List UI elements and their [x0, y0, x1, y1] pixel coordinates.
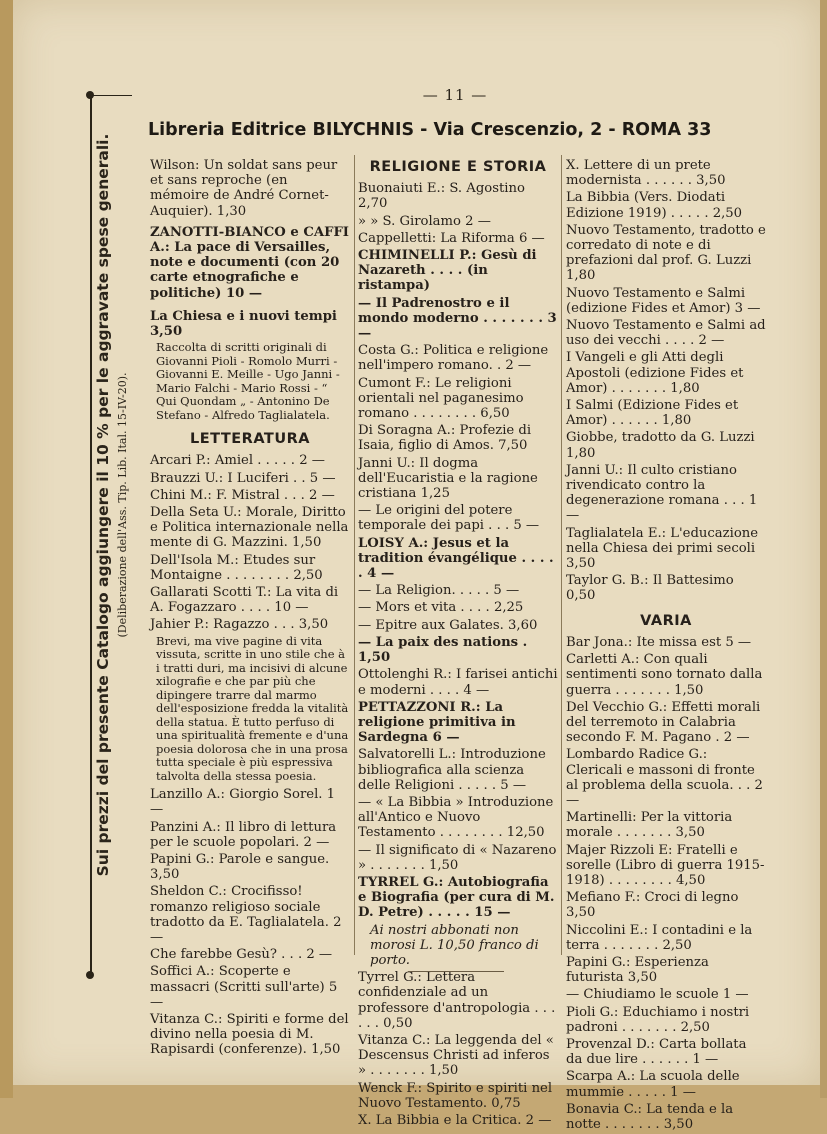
catalog-entry: Carletti A.: Con quali sentimenti sono tornato dalla guerra . . . . . . . 1,50: [566, 652, 763, 698]
page-edge-right: [820, 0, 827, 1098]
column-1: [150, 158, 350, 1060]
catalog-entry: Sheldon C.: Crocifisso! romanzo religioso sociale tradotto da E. Taglialatela. 2 —: [150, 884, 342, 945]
catalog-entry: Giobbe, tradotto da G. Luzzi 1,80: [566, 430, 755, 461]
catalog-entry: PETTAZZONI R.: La religione primitiva in Sardegna 6 —: [358, 699, 516, 746]
catalog-entry: Lombardo Radice G.: Clericali e massoni di fronte al problema della scuola. . . 2 —: [566, 747, 763, 808]
bottom-rule: [408, 971, 504, 972]
entry-description: Raccolta di scritti originali di Giovanni Pioli - Romolo Murri - Giovanni E. Meille - Ugo Janni - Mario Falchi - Mario Rossi - “ Qui Quondam „ - Antonino De Stefano - Alfredo Taglialatela.: [156, 340, 340, 422]
catalog-entry: » » S. Girolamo 2 —: [358, 213, 491, 229]
catalog-entry: Gallarati Scotti T.: La vita di A. Fogazzaro . . . . 10 —: [150, 585, 339, 616]
catalog-entry: Pioli G.: Educhiamo i nostri padroni . . . . . . . 2,50: [566, 1004, 750, 1035]
catalog-entry: Nuovo Testamento e Salmi (edizione Fides et Amor) 3 —: [566, 285, 761, 316]
catalog-entry: — Epitre aux Galates. 3,60: [358, 617, 538, 633]
catalog-entry: La Bibbia (Vers. Diodati Edizione 1919) . . . . . 2,50: [566, 190, 743, 221]
catalog-entry-chiesa: La Chiesa e i nuovi tempi 3,50: [150, 308, 337, 340]
catalog-entry: Nuovo Testamento e Salmi ad uso dei vecchi . . . . 2 —: [566, 318, 766, 349]
column-divider-1: [354, 155, 355, 955]
catalog-entry: Niccolini E.: I contadini e la terra . . . . . . . 2,50: [566, 922, 753, 953]
side-vertical-rule: [90, 95, 92, 975]
catalog-entry: TYRREL G.: Autobiografia e Biografia (per cura di M. D. Petre) . . . . . 15 —: [358, 874, 555, 921]
catalog-entry: Buonaiuti E.: S. Agostino 2,70: [358, 181, 525, 212]
catalog-entry: — La Religion. . . . . 5 —: [358, 583, 520, 599]
catalog-entry: X. Lettere di un prete modernista . . . . . . 3,50: [566, 158, 726, 189]
column-divider-2: [561, 155, 562, 955]
page-number: — 11 —: [422, 86, 488, 104]
catalog-entry: — Chiudiamo le scuole 1 —: [566, 987, 749, 1003]
catalog-entry: Tyrrel G.: Lettera confidenziale ad un professore d'antropologia . . . . . . 0,50: [358, 970, 556, 1031]
section-title-religione: RELIGIONE E STORIA: [369, 159, 547, 175]
catalog-entry: Majer Rizzoli E: Fratelli e sorelle (Libro di guerra 1915-1918) . . . . . . . . 4,50: [566, 842, 765, 888]
catalog-entry: Papini G.: Parole e sangue. 3,50: [150, 851, 330, 883]
catalog-entry: Taylor G. B.: Il Battesimo 0,50: [566, 573, 734, 604]
catalog-entry: Vitanza C.: Spiriti e forme del divino nella poesia di M. Rapisardi (conferenze). 1,50: [150, 1012, 349, 1058]
catalog-entry: I Vangeli e gli Atti degli Apostoli (edizione Fides et Amor) . . . . . . . 1,80: [566, 350, 744, 396]
catalog-entry: Salvatorelli L.: Introduzione bibliografica alla scienza delle Religioni . . . . . 5 —: [358, 747, 546, 793]
catalog-entry: Della Seta U.: Morale, Diritto e Politica internazionale nella mente di G. Mazzini. 1,50: [150, 505, 349, 551]
page-edge-left: [0, 0, 13, 1098]
catalog-entry: — Il significato di « Nazareno » . . . . . . . 1,50: [358, 842, 557, 873]
catalog-entry: Jahier P.: Ragazzo . . . 3,50: [150, 617, 329, 633]
column-3: [566, 158, 766, 1134]
page-header: Libreria Editrice BILYCHNIS - Via Crescenzio, 2 - ROMA 33: [148, 120, 712, 140]
catalog-entry: Di Soragna A.: Profezie di Isaia, figlio di Amos. 7,50: [358, 423, 532, 454]
catalog-entry: Lanzillo A.: Giorgio Sorel. 1 —: [150, 787, 336, 818]
side-notice-sub: (Deliberazione dell'Ass. Tip. Lib. Ital. 15-IV-20).: [116, 372, 129, 638]
catalog-entry-zanotti: ZANOTTI-BIANCO e CAFFI A.: La pace di Versailles, note e documenti (con 20 carte etnografiche e politiche) 10 —: [150, 224, 349, 301]
section-title-letteratura: LETTERATURA: [190, 431, 310, 448]
entry-description: Brevi, ma vive pagine di vita vissuta, scritte in uno stile che à i tratti duri, ma incisivi di alcune xilografie e che par più che dipingere trarre dal marmo dell'esposizione fredda la vitalità della statua. È tutto perfuso di una spiritualità fremente e d'una poesia dolorosa che in una prosa tutta speciale è più espressiva talvolta della stessa poesia.: [156, 633, 349, 783]
catalog-entry: Martinelli: Per la vittoria morale . . . . . . . 3,50: [566, 810, 733, 841]
catalog-entry: Janni U.: Il dogma dell'Eucaristia e la ragione cristiana 1,25: [358, 455, 538, 502]
catalog-entry: Chini M.: F. Mistral . . . 2 —: [150, 487, 335, 503]
catalog-entry: Bonavia C.: La tenda e la notte . . . . . . . 3,50: [566, 1101, 734, 1132]
catalog-entry: Cappelletti: La Riforma 6 —: [358, 230, 545, 246]
catalog-entry: Taglialatela E.: L'educazione nella Chiesa dei primi secoli 3,50: [566, 525, 759, 572]
catalog-entry: LOISY A.: Jesus et la tradition évangélique . . . . . 4 —: [358, 535, 554, 582]
catalog-entry: Papini G.: Esperienza futurista 3,50: [566, 954, 709, 986]
catalog-entry: Costa G.: Politica e religione nell'impero romano. . 2 —: [358, 343, 549, 374]
catalog-entry: Che farebbe Gesù? . . . 2 —: [150, 947, 333, 963]
catalog-entry: — La paix des nations . 1,50: [358, 634, 528, 666]
catalog-entry: Wilson: Un soldat sans peur et sans reproche (en mémoire de André Cornet-Auquier). 1,30: [150, 158, 338, 219]
catalog-entry: Scarpa A.: La scuola delle mummie . . . . . 1 —: [566, 1069, 740, 1100]
catalog-entry: Nuovo Testamento, tradotto e corredato di note e di prefazioni dal prof. G. Luzzi 1,80: [566, 222, 766, 284]
catalog-entry: Soffici A.: Scoperte e massacri (Scritti sull'arte) 5 —: [150, 964, 338, 1010]
side-notice: [94, 105, 129, 905]
section-title-varia: VARIA: [640, 612, 692, 629]
catalog-entry: Provenzal D.: Carta bollata da due lire . . . . . . 1 —: [566, 1036, 747, 1068]
catalog-entry: CHIMINELLI P.: Gesù di Nazareth . . . . (in ristampa): [358, 248, 537, 294]
catalog-entry: — Mors et vita . . . . 2,25: [358, 600, 524, 616]
catalog-entry: Wenck F.: Spirito e spiriti nel Nuovo Testamento. 0,75: [358, 1080, 553, 1111]
catalog-entry: Cumont F.: Le religioni orientali nel paganesimo romano . . . . . . . . 6,50: [358, 375, 524, 422]
column-2: [358, 158, 558, 1130]
catalog-entry: Vitanza C.: La leggenda del « Descensus Christi ad inferos » . . . . . . . 1,50: [358, 1032, 554, 1079]
catalog-entry: Mefiano F.: Croci di legno 3,50: [566, 890, 739, 921]
catalog-note: Ai nostri abbonati non morosi L. 10,50 franco di porto.: [370, 922, 539, 968]
catalog-entry: — Il Padrenostro e il mondo moderno . . . . . . . 3 —: [358, 295, 557, 342]
catalog-entry: Bar Jona.: Ite missa est 5 —: [566, 634, 752, 650]
catalog-entry: Panzini A.: Il libro di lettura per le scuole popolari. 2 —: [150, 819, 337, 850]
catalog-entry: X. La Bibbia e la Critica. 2 —: [358, 1112, 552, 1128]
catalog-entry: Arcari P.: Amiel . . . . . 2 —: [150, 453, 325, 469]
catalog-entry: Dell'Isola M.: Etudes sur Montaigne . . . . . . . . 2,50: [150, 552, 323, 583]
catalog-entry: Brauzzi U.: I Luciferi . . 5 —: [150, 470, 336, 486]
catalog-entry: — Le origini del potere temporale dei papi . . . 5 —: [358, 503, 540, 534]
side-top-rule: [90, 95, 132, 96]
catalog-entry: I Salmi (Edizione Fides et Amor) . . . . . . 1,80: [566, 398, 739, 429]
rule-dot-top: [86, 91, 94, 99]
side-notice-main: Sui prezzi del presente Catalogo aggiungere il 10 % per le aggravate spese generali.: [94, 133, 112, 877]
catalog-entry: — « La Bibbia » Introduzione all'Antico e Nuovo Testamento . . . . . . . . 12,50: [358, 794, 554, 841]
catalog-entry: Ottolenghi R.: I farisei antichi e moderni . . . . 4 —: [358, 667, 558, 698]
catalog-entry: Del Vecchio G.: Effetti morali del terremoto in Calabria secondo F. M. Pagano . 2 —: [566, 699, 761, 746]
rule-dot-bottom: [86, 971, 94, 979]
catalog-entry: Janni U.: Il culto cristiano rivendicato contro la degenerazione romana . . . 1 —: [566, 462, 758, 524]
